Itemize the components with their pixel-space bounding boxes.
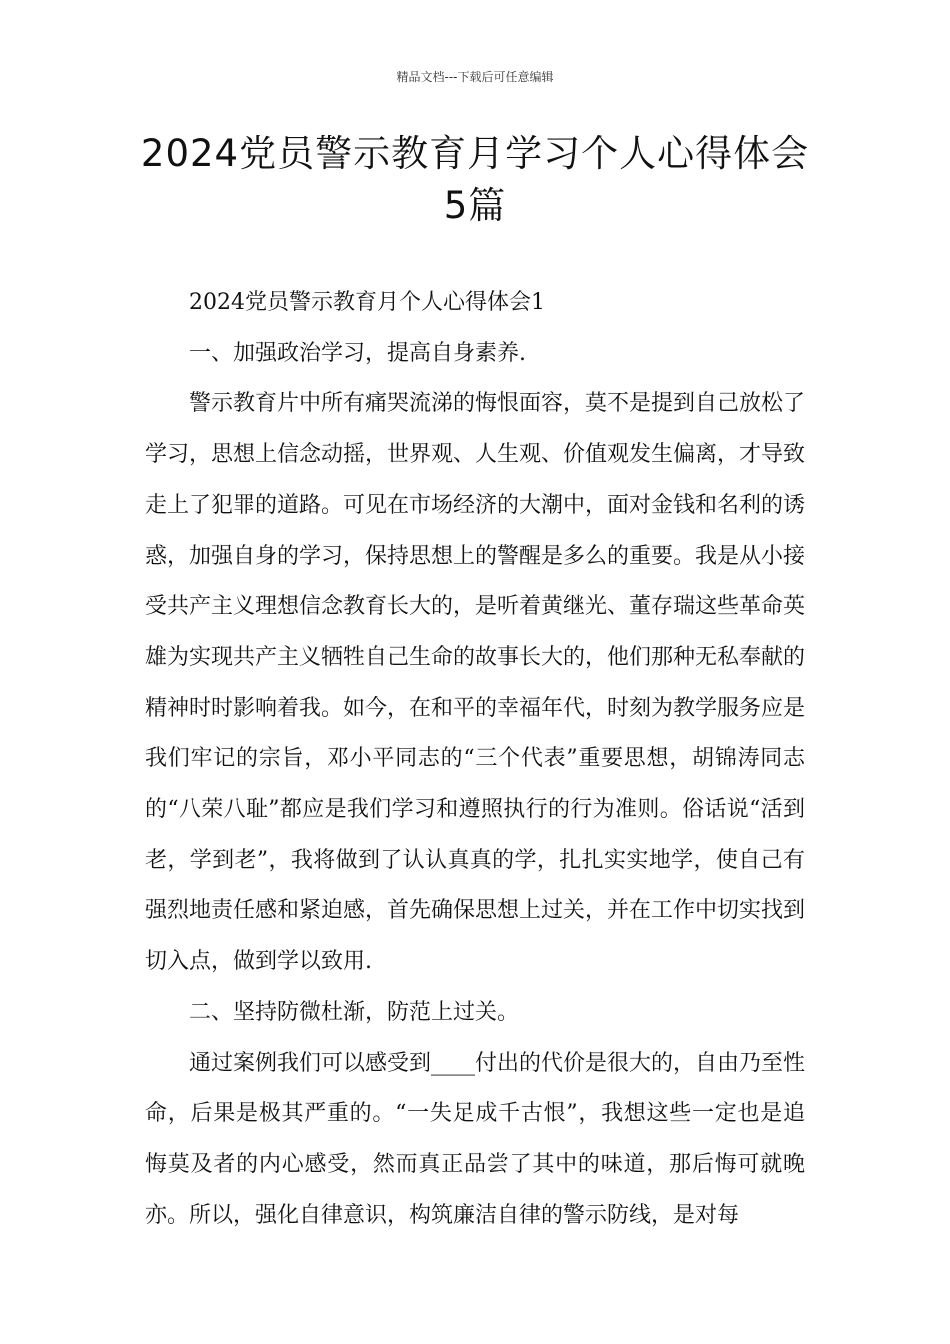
document-body	[145, 278, 805, 1241]
body-paragraph-1: 警示教育片中所有痛哭流涕的悔恨面容，莫不是提到自己放松了学习，思想上信念动摇，世界观、人生观、价值观发生偏离，才导致走上了犯罪的道路。可见在市场经济的大潮中，面对金钱和名利的诱惑，加强自身的学习，保持思想上的警醒是多么的重要。我是从小接受共产主义理想信念教育长大的，是听着黄继光、董存瑞这些革命英雄为实现共产主义牺牲自己生命的故事长大的，他们那种无私奉献的精神时时影响着我。如今，在和平的幸福年代，时刻为教学服务应是我们牢记的宗旨，邓小平同志的“三个代表”重要思想，胡锦涛同志的“八荣八耻”都应是我们学习和遵照执行的行为准则。俗话说“活到老，学到老”，我将做到了认认真真的学，扎扎实实地学，使自己有强烈地责任感和紧迫感，首先确保思想上过关，并在工作中切实找到切入点，做到学以致用.	[145, 391, 806, 975]
subheading-2: 二、坚持防微杜渐，防范上过关。	[189, 999, 520, 1025]
section-heading: 2024党员警示教育月个人心得体会1	[189, 290, 545, 315]
title-line-1: 2024党员警示教育月学习个人心得体会	[140, 132, 810, 175]
document-title	[120, 128, 830, 232]
title-line-2: 5篇	[443, 184, 507, 227]
subheading-1: 一、加强政治学习，提高自身素养.	[189, 340, 526, 366]
body-paragraph-2: 通过案例我们可以感受到____付出的代价是很大的，自由乃至性命，后果是极其严重的。“一失足成千古恨”，我想这些一定也是追悔莫及者的内心感受，然而真正品尝了其中的味道，那后悔可就晚亦。所以，强化自律意识，构筑廉洁自律的警示防线，是对每	[145, 1050, 806, 1228]
header-note: 精品文档---下载后可任意编辑	[396, 70, 554, 84]
